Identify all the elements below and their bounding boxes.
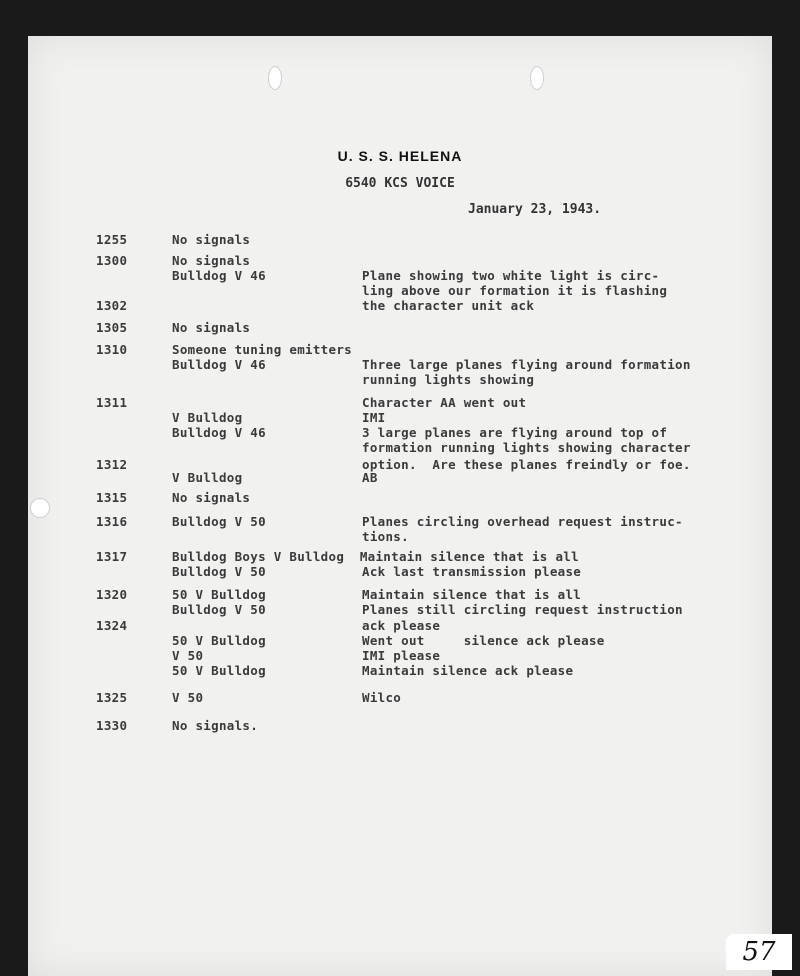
log-station: Bulldog V 46 xyxy=(172,425,266,440)
log-time: 1305 xyxy=(96,320,128,335)
log-time: 1302 xyxy=(96,298,128,313)
log-message: 3 large planes are flying around top of xyxy=(362,425,668,440)
log-station: No signals xyxy=(172,320,251,335)
log-time: 1324 xyxy=(96,618,128,633)
log-station: V 50 xyxy=(172,648,204,663)
log-station: No signals. xyxy=(172,718,259,733)
log-time: 1310 xyxy=(96,342,128,357)
log-station: Bulldog V 50 xyxy=(172,602,266,617)
log-message: IMI please xyxy=(362,648,441,663)
log-time: 1312 xyxy=(96,457,128,472)
page-number: 57 xyxy=(726,934,792,970)
log-station: V Bulldog xyxy=(172,410,243,425)
log-message: ack please xyxy=(362,618,441,633)
log-station: No signals xyxy=(172,232,251,247)
log-time: 1255 xyxy=(96,232,128,247)
log-time: 1315 xyxy=(96,490,128,505)
log-station: No signals xyxy=(172,490,251,505)
log-message: ling above our formation it is flashing xyxy=(362,283,668,298)
log-time: 1316 xyxy=(96,514,128,529)
log-station: Bulldog Boys V Bulldog Maintain silence that is all xyxy=(172,549,579,564)
log-station: 50 V Bulldog xyxy=(172,633,266,648)
log-message: Went out silence ack please xyxy=(362,633,605,648)
log-message: Character AA went out xyxy=(362,395,527,410)
log-time: 1311 xyxy=(96,395,128,410)
log-message: Maintain silence ack please xyxy=(362,663,574,678)
log-message: Wilco xyxy=(362,690,402,705)
log-message: tions. xyxy=(362,529,409,544)
log-station: Bulldog V 50 xyxy=(172,514,266,529)
log-message: Planes still circling request instruction xyxy=(362,602,683,617)
log-message: running lights showing xyxy=(362,372,535,387)
log-message: Maintain silence that is all xyxy=(362,587,582,602)
log-station: Someone tuning emitters xyxy=(172,342,352,357)
log-station: V 50 xyxy=(172,690,204,705)
log-station: No signals xyxy=(172,253,251,268)
log-message: Ack last transmission please xyxy=(362,564,582,579)
log-time: 1317 xyxy=(96,549,128,564)
log-station: V Bulldog xyxy=(172,470,243,485)
log-station: 50 V Bulldog xyxy=(172,587,266,602)
log-time: 1320 xyxy=(96,587,128,602)
log-time: 1300 xyxy=(96,253,128,268)
log-time: 1330 xyxy=(96,718,128,733)
log-message: Three large planes flying around formation xyxy=(362,357,691,372)
log-message: formation running lights showing character xyxy=(362,440,691,455)
log-message: Plane showing two white light is circ- xyxy=(362,268,660,283)
log-date: January 23, 1943. xyxy=(468,202,602,217)
log-station: Bulldog V 50 xyxy=(172,564,266,579)
log-message: IMI xyxy=(362,410,386,425)
log-message: Planes circling overhead request instruc- xyxy=(362,514,683,529)
frequency-heading: 6540 KCS VOICE xyxy=(345,176,455,191)
log-station: Bulldog V 46 xyxy=(172,357,266,372)
log-station: 50 V Bulldog xyxy=(172,663,266,678)
log-message: AB xyxy=(362,470,378,485)
log-time: 1325 xyxy=(96,690,128,705)
ship-title: U. S. S. HELENA xyxy=(337,148,463,164)
log-station: Bulldog V 46 xyxy=(172,268,266,283)
log-message: the character unit ack xyxy=(362,298,535,313)
log-message: option. Are these planes freindly or foe. xyxy=(362,457,691,472)
